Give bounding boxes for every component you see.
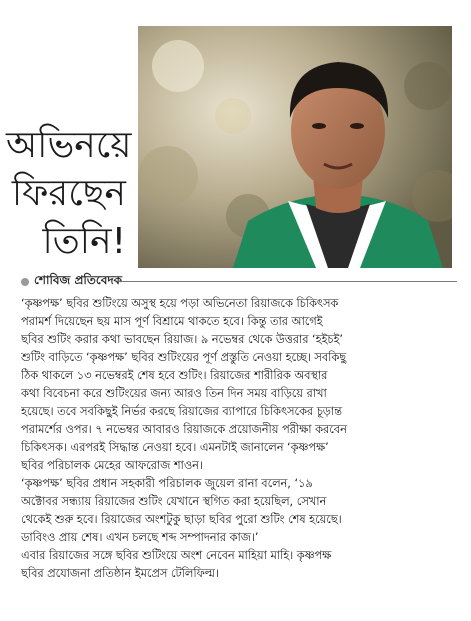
body-line: শুটিং বাড়িতে ‘কৃষ্ণপক্ষ’ ছবির শুটিংয়ের পূর্ণ প্রস্তুতি নেওয়া হচ্ছে। সবকিছু — [21, 351, 347, 364]
body-line: কথা বিবেচনা করে শুটিংয়ের জন্য আরও তিন দিন সময় বাড়িয়ে রাখা — [21, 387, 327, 400]
headline-line-3: তিনি! — [42, 221, 126, 262]
body-line: থেকেই শুরু হবে। রিয়াজের অংশটুকু ছাড়া ছবির পুরো শুটিং শেষ হয়েছে। — [21, 513, 342, 526]
headline-line-1: অভিনয়ে — [6, 125, 132, 166]
headline — [6, 122, 132, 266]
body-line: ডাবিংও প্রায় শেষ। এখন চলছে শব্দ সম্পাদনার কাজ।’ — [21, 531, 259, 544]
byline-bullet-icon — [21, 278, 29, 286]
body-line: হয়েছে। তবে সবকিছুই নির্ভর করছে রিয়াজের ব্যাপারে চিকিৎসকের চূড়ান্ত — [21, 405, 342, 418]
actor-photo — [138, 26, 452, 268]
paragraph-2 — [21, 475, 453, 583]
body-line: ‘কৃষ্ণপক্ষ’ ছবির শুটিংয়ে অসুস্থ হয়ে পড়া অভিনেতা রিয়াজকে চিকিৎসক — [21, 297, 339, 310]
body-line: এবার রিয়াজের সঙ্গে ছবির শুটিংয়ে অংশ নেবেন মাহিয়া মাহি। কৃষ্ণপক্ষ — [21, 549, 332, 562]
body-line: ছবির প্রযোজনা প্রতিষ্ঠান ইমপ্রেস টেলিফিল্ম। — [21, 567, 219, 580]
body-line: পরামর্শের ওপর। ৭ নভেম্বর আবারও রিয়াজকে প্রয়োজনীয় পরীক্ষা করবেন — [21, 423, 347, 436]
article-body — [21, 295, 453, 583]
body-line: ছবির পরিচালক মেহের আফরোজ শাওন। — [21, 459, 203, 472]
byline-divider — [118, 281, 457, 282]
headline-line-2: ফিরছেন — [11, 173, 126, 214]
byline — [21, 274, 122, 290]
body-line: ছবির শুটিং করার কথা ভাবছেন রিয়াজ। ৯ নভেম্বর থেকে উত্তরার ‘হইচই’ — [21, 333, 343, 346]
body-line: চিকিৎসক। এরপরই সিদ্ধান্ত নেওয়া হবে। এমনটাই জানালেন ‘কৃষ্ণপক্ষ’ — [21, 441, 329, 454]
body-line: অক্টোবর সন্ধ্যায় রিয়াজের শুটিং যেখানে স্থগিত করা হয়েছিল, সেখান — [21, 495, 327, 508]
body-line: ‘কৃষ্ণপক্ষ’ ছবির প্রধান সহকারী পরিচালক জুয়েল রানা বলেন, ‘১৯ — [21, 477, 313, 490]
body-line: পরামর্শ দিয়েছেন ছয় মাস পূর্ণ বিশ্রামে থাকতে হবে। কিন্তু তার আগেই — [21, 315, 323, 328]
paragraph-1 — [21, 295, 453, 475]
byline-text: শোবিজ প্রতিবেদক — [34, 273, 123, 287]
body-line: ঠিক থাকলে ১৩ নভেম্বরই শেষ হবে শুটিং। রিয়াজের শারীরিক অবস্থার — [21, 369, 328, 382]
